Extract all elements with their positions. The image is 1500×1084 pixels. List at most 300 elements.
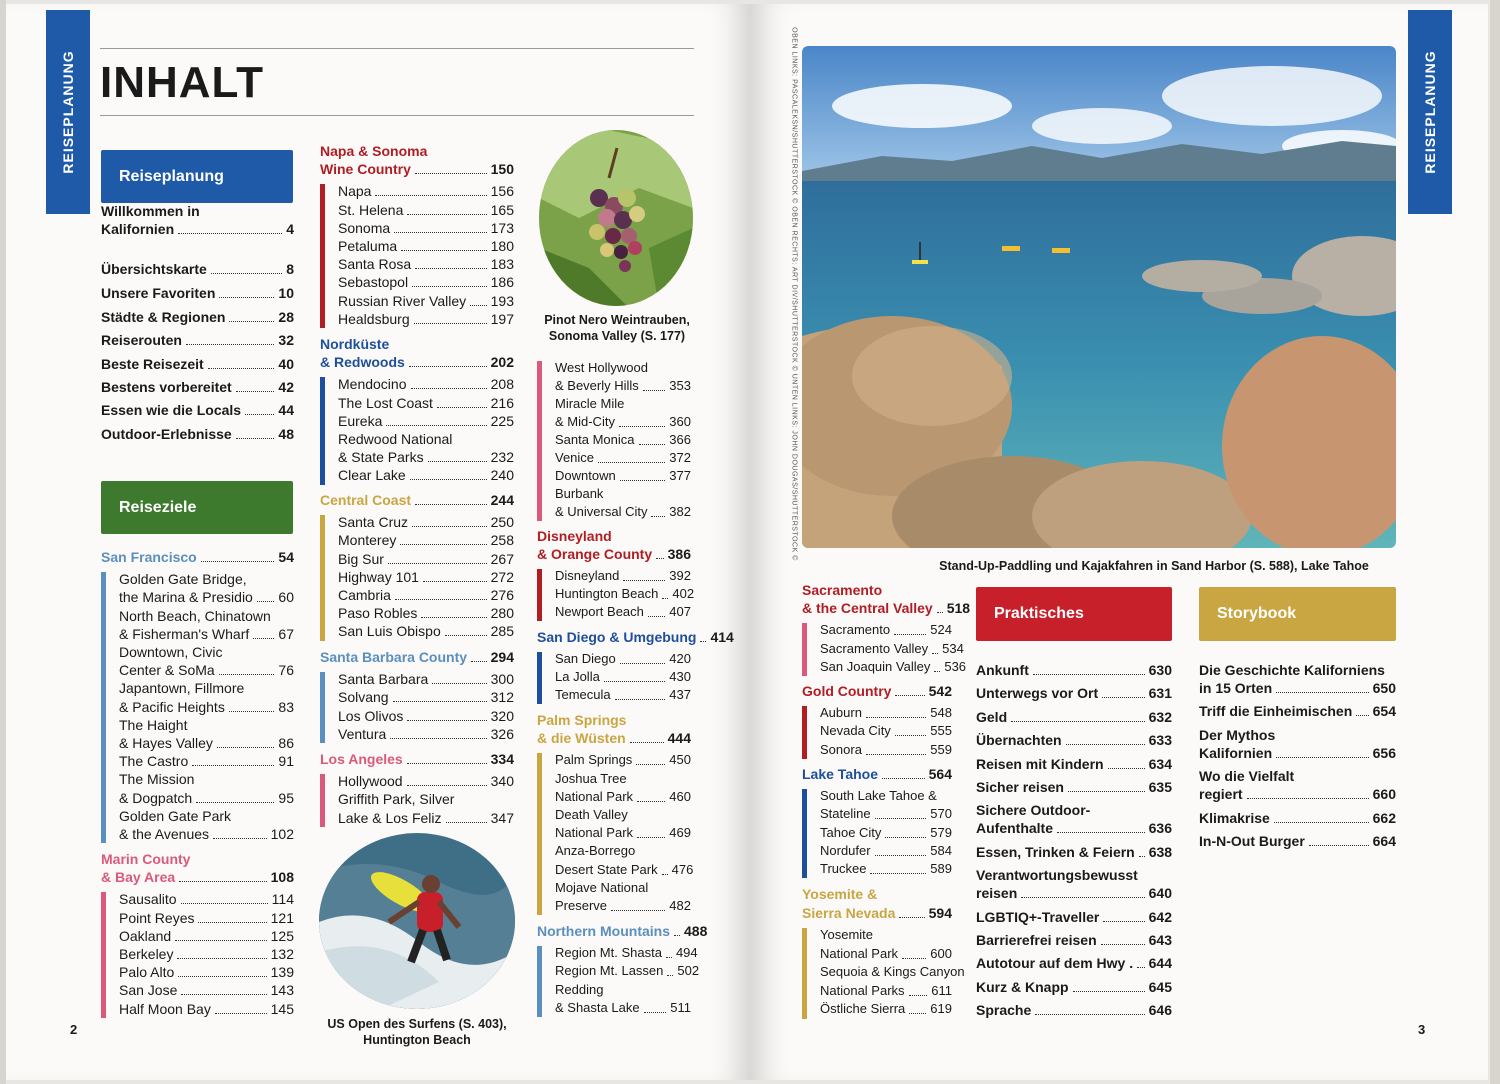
toc-entry-label: & Fisherman's Wharf bbox=[119, 625, 250, 642]
toc-entry-label: San Joaquin Valley bbox=[820, 658, 931, 674]
toc-entry[interactable] bbox=[119, 963, 294, 981]
leader-dots bbox=[1033, 674, 1145, 675]
toc-entry-page: 555 bbox=[930, 723, 952, 739]
toc-entry[interactable] bbox=[119, 661, 294, 679]
leader-dots bbox=[656, 558, 664, 559]
toc-entry[interactable] bbox=[101, 401, 294, 419]
leader-dots bbox=[637, 801, 665, 802]
section-bar bbox=[802, 623, 807, 676]
side-tab-label-right: REISEPLANUNG bbox=[1422, 50, 1438, 174]
toc-entry-line1: The Haight bbox=[119, 716, 188, 733]
leader-dots bbox=[394, 232, 486, 233]
toc-entry-label: Region Mt. Shasta bbox=[555, 945, 662, 961]
toc-entry-label: Truckee bbox=[820, 861, 867, 876]
toc-entry-page: 216 bbox=[490, 394, 514, 411]
toc-entry[interactable] bbox=[555, 603, 691, 621]
section-bar bbox=[320, 672, 325, 743]
toc-entry-page: 631 bbox=[1148, 685, 1172, 702]
toc-entry[interactable] bbox=[119, 698, 294, 716]
toc-entry[interactable] bbox=[338, 568, 514, 586]
toc-entry[interactable] bbox=[338, 292, 514, 310]
toc-entry[interactable] bbox=[338, 412, 514, 430]
toc-entry-line1: Sichere Outdoor- bbox=[976, 802, 1091, 819]
toc-entry[interactable] bbox=[101, 308, 294, 326]
toc-entry-page: 654 bbox=[1372, 703, 1396, 720]
toc-entry[interactable] bbox=[976, 931, 1172, 949]
toc-entry[interactable] bbox=[976, 661, 1172, 679]
toc-entry-page: 638 bbox=[1148, 843, 1173, 860]
toc-entry-label: In-N-Out Burger bbox=[1199, 833, 1305, 849]
leader-dots bbox=[615, 699, 666, 700]
toc-entry[interactable] bbox=[820, 805, 952, 823]
section-bar bbox=[320, 184, 325, 328]
toc-entry-label: reisen bbox=[976, 885, 1018, 902]
banner-reiseziele[interactable]: Reiseziele bbox=[101, 481, 293, 534]
toc-entry-page: 536 bbox=[944, 658, 967, 674]
section-head-entry[interactable] bbox=[101, 548, 294, 566]
leader-dots bbox=[899, 917, 924, 918]
toc-entry[interactable] bbox=[555, 751, 691, 769]
leader-dots bbox=[623, 580, 665, 581]
toc-entry[interactable] bbox=[976, 708, 1172, 726]
toc-entry[interactable] bbox=[101, 284, 294, 302]
top-rule bbox=[100, 48, 694, 49]
toc-entry[interactable] bbox=[338, 772, 514, 790]
toc-entry[interactable] bbox=[555, 467, 691, 485]
toc-entry[interactable] bbox=[119, 909, 294, 927]
toc-entry-page: 32 bbox=[278, 332, 294, 348]
leader-dots bbox=[178, 233, 282, 234]
toc-entry[interactable] bbox=[976, 884, 1172, 902]
toc-entry[interactable] bbox=[338, 448, 514, 466]
toc-entry[interactable] bbox=[338, 550, 514, 568]
page-title: INHALT bbox=[100, 58, 265, 107]
leader-dots bbox=[179, 881, 266, 882]
toc-entry-page: 633 bbox=[1148, 732, 1172, 749]
toc-entry[interactable] bbox=[338, 273, 514, 291]
toc-entry[interactable] bbox=[820, 824, 952, 842]
banner-praktisches[interactable]: Praktisches bbox=[976, 587, 1172, 641]
section-head-entry[interactable] bbox=[320, 491, 514, 509]
toc-entry-line1: Anza-Borrego bbox=[555, 843, 636, 859]
toc-entry-label: Geld bbox=[976, 708, 1008, 725]
toc-entry-label: Northern Mountains bbox=[537, 923, 670, 939]
leader-dots bbox=[895, 695, 924, 696]
toc-entry[interactable] bbox=[555, 897, 691, 915]
toc-entry[interactable] bbox=[338, 586, 514, 604]
toc-entry-line1: Death Valley bbox=[555, 807, 628, 822]
section-head-entry[interactable] bbox=[320, 750, 514, 768]
toc-entry-label: Los Olivos bbox=[338, 707, 404, 724]
toc-entry-line1: Miracle Mile bbox=[555, 396, 625, 411]
toc-entry-label: National Parks bbox=[820, 982, 905, 998]
section-bar bbox=[537, 753, 542, 915]
toc-entry[interactable] bbox=[820, 1000, 952, 1018]
toc-entry-label: Huntington Beach bbox=[555, 586, 659, 601]
toc-entry[interactable] bbox=[820, 704, 952, 722]
toc-entry[interactable] bbox=[555, 567, 691, 585]
side-tab-left bbox=[46, 10, 90, 214]
toc-entry[interactable] bbox=[555, 431, 691, 449]
toc-entry-page: 584 bbox=[930, 842, 952, 858]
toc-entry-label: Santa Barbara County bbox=[320, 649, 468, 665]
toc-entry-label: Bestens vorbereitet bbox=[101, 379, 232, 395]
section-head: Palm Springs bbox=[537, 712, 627, 728]
toc-entry[interactable] bbox=[555, 449, 691, 467]
toc-entry-label: Sacramento Valley bbox=[820, 640, 929, 656]
toc-entry-page: 4 bbox=[286, 221, 294, 237]
toc-entry[interactable] bbox=[555, 861, 694, 879]
toc-entry[interactable] bbox=[555, 824, 691, 842]
leader-dots bbox=[636, 764, 665, 765]
toc-entry-page: 334 bbox=[490, 751, 514, 767]
toc-entry[interactable] bbox=[119, 789, 294, 807]
toc-entry[interactable] bbox=[976, 1001, 1172, 1019]
toc-entry-page: 280 bbox=[490, 605, 514, 622]
section-head-entry[interactable] bbox=[320, 353, 514, 371]
toc-entry-label: in 15 Orten bbox=[1199, 680, 1273, 696]
toc-entry-line1: West Hollywood bbox=[555, 360, 648, 375]
toc-entry[interactable] bbox=[338, 310, 514, 328]
toc-entry-page: 444 bbox=[667, 730, 691, 747]
toc-entry[interactable] bbox=[1199, 832, 1396, 850]
leader-dots bbox=[386, 425, 486, 426]
toc-entry[interactable] bbox=[555, 944, 698, 962]
toc-entry[interactable] bbox=[555, 668, 691, 686]
toc-entry-page: 183 bbox=[490, 256, 514, 273]
toc-entry[interactable] bbox=[338, 622, 514, 640]
toc-entry-page: 108 bbox=[270, 869, 294, 886]
toc-entry-line1: Verantwortungsbewusst bbox=[976, 867, 1138, 884]
leader-dots bbox=[866, 754, 926, 755]
toc-entry[interactable] bbox=[820, 860, 952, 878]
toc-entry-page: 320 bbox=[490, 707, 514, 724]
toc-entry-line1: North Beach, Chinatown bbox=[119, 607, 271, 624]
leader-dots bbox=[895, 735, 926, 736]
toc-entry[interactable] bbox=[1199, 785, 1396, 803]
toc-entry-page: 294 bbox=[490, 649, 514, 665]
toc-entry[interactable] bbox=[976, 684, 1172, 702]
toc-entry-page: 570 bbox=[930, 806, 952, 822]
toc-entry-page: 611 bbox=[931, 982, 952, 998]
toc-entry[interactable] bbox=[119, 981, 294, 999]
toc-entry[interactable] bbox=[976, 819, 1172, 837]
toc-entry-label: Wine Country bbox=[320, 161, 411, 178]
toc-entry[interactable] bbox=[555, 650, 691, 668]
section-head: Sacramento bbox=[802, 582, 883, 598]
leader-dots bbox=[637, 837, 665, 838]
toc-entry-page: 312 bbox=[490, 689, 514, 706]
toc-entry[interactable] bbox=[555, 585, 695, 603]
toc-entry-page: 650 bbox=[1372, 680, 1396, 696]
section-head-entry[interactable] bbox=[537, 922, 708, 940]
toc-entry-label: Sonora bbox=[820, 741, 862, 757]
toc-entry[interactable] bbox=[555, 962, 700, 980]
toc-entry-label: Clear Lake bbox=[338, 467, 406, 484]
toc-entry-page: 564 bbox=[928, 766, 952, 782]
toc-entry[interactable] bbox=[119, 752, 294, 770]
toc-entry-label: Monterey bbox=[338, 532, 397, 549]
toc-entry-label: Barrierefrei reisen bbox=[976, 932, 1097, 948]
toc-entry-label: Städte & Regionen bbox=[101, 309, 226, 325]
leader-dots bbox=[902, 958, 926, 959]
leader-dots bbox=[909, 1013, 926, 1014]
toc-entry[interactable] bbox=[338, 375, 514, 393]
leader-dots bbox=[1035, 1014, 1144, 1015]
toc-entry-page: 460 bbox=[669, 788, 691, 804]
toc-entry[interactable] bbox=[101, 220, 294, 238]
toc-entry[interactable] bbox=[976, 843, 1172, 861]
leader-dots bbox=[421, 617, 486, 618]
toc-entry-label: The Lost Coast bbox=[338, 394, 433, 411]
section-head-entry[interactable] bbox=[802, 765, 952, 783]
toc-entry[interactable] bbox=[820, 640, 964, 658]
toc-entry-label: & Beverly Hills bbox=[555, 378, 639, 393]
toc-entry-label: Sausalito bbox=[119, 891, 177, 908]
leader-dots bbox=[662, 598, 668, 599]
toc-entry[interactable] bbox=[555, 377, 691, 395]
toc-entry[interactable] bbox=[338, 688, 514, 706]
leader-dots bbox=[208, 368, 275, 369]
toc-entry-label: Reisen mit Kindern bbox=[976, 755, 1104, 772]
toc-entry-page: 559 bbox=[930, 741, 952, 757]
section-bar bbox=[802, 789, 807, 878]
toc-entry[interactable] bbox=[555, 686, 691, 704]
toc-entry[interactable] bbox=[338, 201, 514, 219]
section-head-entry[interactable] bbox=[537, 545, 691, 563]
leader-dots bbox=[401, 250, 486, 251]
leader-dots bbox=[882, 778, 925, 779]
toc-entry-label: & the Central Valley bbox=[802, 600, 933, 617]
leader-dots bbox=[620, 480, 666, 481]
toc-entry-page: 121 bbox=[270, 909, 294, 926]
toc-entry-page: 197 bbox=[490, 310, 514, 327]
toc-entry[interactable] bbox=[555, 788, 691, 806]
leader-dots bbox=[1057, 832, 1145, 833]
toc-entry-label: Sonoma bbox=[338, 219, 391, 236]
leader-dots bbox=[178, 976, 266, 977]
toc-entry-label: Santa Monica bbox=[555, 432, 635, 447]
toc-entry-page: 44 bbox=[278, 402, 294, 418]
toc-entry-page: 664 bbox=[1372, 833, 1396, 849]
section-head-entry[interactable] bbox=[320, 160, 514, 178]
toc-entry[interactable] bbox=[338, 707, 514, 725]
toc-entry-page: 67 bbox=[278, 625, 294, 642]
toc-entry-page: 488 bbox=[684, 923, 708, 939]
toc-entry[interactable] bbox=[338, 725, 514, 743]
toc-entry-page: 300 bbox=[490, 671, 514, 688]
banner-storybook[interactable]: Storybook bbox=[1199, 587, 1396, 641]
toc-entry-page: 494 bbox=[675, 945, 698, 961]
toc-entry-page: 40 bbox=[278, 356, 294, 372]
leader-dots bbox=[666, 957, 672, 958]
section-head-entry[interactable] bbox=[537, 628, 734, 646]
section-head-entry[interactable] bbox=[537, 729, 691, 747]
toc-entry-label: Desert State Park bbox=[555, 861, 658, 877]
toc-entry[interactable] bbox=[338, 670, 514, 688]
toc-entry-page: 372 bbox=[669, 450, 691, 465]
toc-entry[interactable] bbox=[820, 842, 952, 860]
leader-dots bbox=[644, 1012, 667, 1013]
toc-entry[interactable] bbox=[555, 413, 691, 431]
toc-entry-line1: Redwood National bbox=[338, 431, 453, 447]
toc-entry[interactable] bbox=[555, 999, 691, 1017]
toc-entry-page: 402 bbox=[672, 586, 695, 601]
toc-entry-label: & State Parks bbox=[338, 449, 424, 466]
toc-entry[interactable] bbox=[976, 731, 1172, 749]
toc-entry-label: San Jose bbox=[119, 982, 178, 999]
toc-entry-label: San Diego & Umgebung bbox=[537, 629, 697, 645]
section-bar bbox=[537, 361, 542, 521]
toc-entry-line1: Redding bbox=[555, 981, 604, 997]
section-bar bbox=[537, 652, 542, 704]
toc-entry-label: Sierra Nevada bbox=[802, 904, 896, 921]
toc-entry-line1: Golden Gate Park bbox=[119, 807, 232, 824]
toc-entry-page: 600 bbox=[930, 945, 952, 961]
toc-entry-label: St. Helena bbox=[338, 201, 404, 218]
toc-entry-label: & Hayes Valley bbox=[119, 735, 213, 751]
leader-dots bbox=[619, 426, 665, 427]
page-number-right: 3 bbox=[1418, 1022, 1426, 1037]
leader-dots bbox=[937, 612, 943, 613]
section-head-entry[interactable] bbox=[101, 868, 294, 886]
section-head-entry[interactable] bbox=[802, 599, 971, 617]
leader-dots bbox=[412, 286, 487, 287]
toc-entry-page: 276 bbox=[490, 587, 514, 603]
toc-entry-page: 502 bbox=[677, 963, 700, 979]
toc-entry[interactable] bbox=[119, 734, 294, 752]
toc-entry-page: 630 bbox=[1148, 662, 1172, 678]
leader-dots bbox=[177, 958, 266, 959]
toc-entry[interactable] bbox=[119, 625, 294, 643]
leader-dots bbox=[1108, 768, 1145, 769]
toc-entry-label: & Pacific Heights bbox=[119, 698, 225, 715]
toc-entry-label: Kurz & Knapp bbox=[976, 978, 1069, 995]
toc-entry[interactable] bbox=[119, 1000, 294, 1018]
toc-entry[interactable] bbox=[820, 722, 952, 740]
toc-entry[interactable] bbox=[338, 219, 514, 237]
toc-entry[interactable] bbox=[338, 255, 514, 273]
toc-entry[interactable] bbox=[338, 604, 514, 622]
toc-entry[interactable] bbox=[976, 778, 1172, 796]
toc-entry-page: 542 bbox=[928, 683, 952, 699]
toc-entry[interactable] bbox=[119, 825, 294, 843]
toc-entry[interactable] bbox=[338, 809, 514, 827]
leader-dots bbox=[1073, 991, 1145, 992]
section-head-entry[interactable] bbox=[320, 648, 514, 666]
section-bar bbox=[802, 706, 807, 759]
leader-dots bbox=[662, 874, 668, 875]
leader-dots bbox=[620, 663, 666, 664]
leader-dots bbox=[866, 717, 926, 718]
leader-dots bbox=[415, 504, 487, 505]
leader-dots bbox=[875, 818, 927, 819]
toc-entry[interactable] bbox=[820, 741, 952, 759]
toc-entry[interactable] bbox=[119, 890, 294, 908]
toc-entry-label: Healdsburg bbox=[338, 310, 410, 327]
toc-entry-line1: Der Mythos bbox=[1199, 726, 1276, 743]
toc-entry[interactable] bbox=[1199, 702, 1396, 720]
section-bar bbox=[537, 569, 542, 621]
toc-entry[interactable] bbox=[338, 531, 514, 549]
toc-entry[interactable] bbox=[101, 378, 294, 396]
leader-dots bbox=[393, 701, 487, 702]
leader-dots bbox=[446, 822, 487, 823]
toc-entry-page: 150 bbox=[490, 161, 514, 178]
toc-entry[interactable] bbox=[976, 978, 1172, 996]
section-head: Yosemite & bbox=[802, 886, 878, 902]
toc-entry[interactable] bbox=[101, 355, 294, 373]
toc-entry-line1: Mojave National bbox=[555, 879, 649, 895]
toc-entry[interactable] bbox=[338, 394, 514, 412]
toc-entry[interactable] bbox=[101, 260, 294, 278]
toc-entry[interactable] bbox=[820, 982, 952, 1000]
leader-dots bbox=[1137, 967, 1145, 968]
toc-entry-page: 640 bbox=[1148, 885, 1172, 902]
toc-entry-page: 208 bbox=[490, 376, 514, 393]
toc-entry[interactable] bbox=[101, 425, 294, 443]
leader-dots bbox=[604, 681, 665, 682]
toc-entry[interactable] bbox=[820, 945, 952, 963]
toc-entry-label: Gold Country bbox=[802, 683, 892, 699]
section-head-entry[interactable] bbox=[802, 682, 952, 700]
toc-entry[interactable] bbox=[976, 954, 1172, 972]
toc-entry[interactable] bbox=[119, 588, 294, 606]
toc-entry-line1: Joshua Tree bbox=[555, 770, 627, 786]
toc-entry[interactable] bbox=[119, 945, 294, 963]
toc-entry-line1: Golden Gate Bridge, bbox=[119, 571, 247, 588]
toc-entry-page: 437 bbox=[669, 687, 691, 702]
toc-entry[interactable] bbox=[820, 621, 952, 639]
banner-reiseplanung[interactable]: Reiseplanung bbox=[101, 150, 293, 203]
toc-entry[interactable] bbox=[338, 513, 514, 531]
toc-entry[interactable] bbox=[101, 331, 294, 349]
toc-entry-page: 414 bbox=[710, 629, 734, 645]
toc-entry-page: 145 bbox=[270, 1000, 294, 1017]
toc-entry-label: Center & SoMa bbox=[119, 662, 215, 679]
leader-dots bbox=[1066, 744, 1145, 745]
toc-entry-label: Highway 101 bbox=[338, 568, 419, 585]
toc-entry-page: 534 bbox=[942, 640, 964, 656]
toc-entry[interactable] bbox=[976, 755, 1172, 773]
toc-entry-label: Essen wie die Locals bbox=[101, 402, 242, 418]
toc-entry[interactable] bbox=[976, 908, 1172, 926]
toc-entry-page: 86 bbox=[278, 735, 294, 751]
toc-entry-page: 511 bbox=[670, 999, 691, 1015]
toc-entry-page: 662 bbox=[1372, 809, 1396, 826]
leader-dots bbox=[611, 910, 665, 911]
toc-entry-label: Klimakrise bbox=[1199, 809, 1270, 826]
toc-entry[interactable] bbox=[820, 658, 967, 676]
toc-entry[interactable] bbox=[119, 927, 294, 945]
toc-entry[interactable] bbox=[338, 237, 514, 255]
leader-dots bbox=[1011, 721, 1145, 722]
leader-dots bbox=[215, 1013, 267, 1014]
toc-entry[interactable] bbox=[1199, 679, 1396, 697]
leader-dots bbox=[229, 321, 274, 322]
section-head-entry[interactable] bbox=[802, 904, 952, 922]
leader-dots bbox=[445, 635, 487, 636]
toc-entry-label: Ventura bbox=[338, 725, 387, 742]
toc-entry[interactable] bbox=[555, 503, 691, 521]
toc-entry[interactable] bbox=[338, 466, 514, 484]
toc-entry-line1: Sequoia & Kings Canyon bbox=[820, 964, 965, 979]
leader-dots bbox=[423, 581, 487, 582]
toc-entry[interactable] bbox=[1199, 809, 1396, 827]
toc-entry[interactable] bbox=[1199, 744, 1396, 762]
toc-entry[interactable] bbox=[338, 182, 514, 200]
toc-entry-page: 548 bbox=[930, 705, 952, 721]
